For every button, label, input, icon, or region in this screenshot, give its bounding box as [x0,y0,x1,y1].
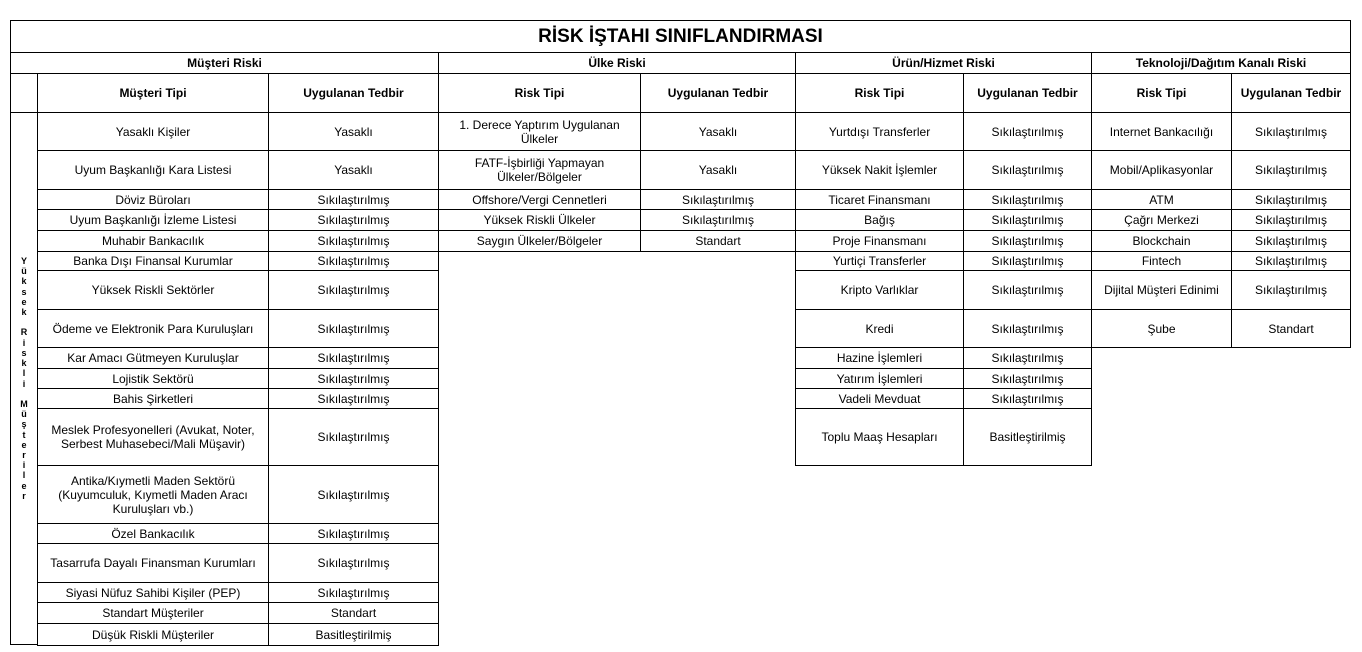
customer-type-cell: Lojistik Sektörü [37,368,269,389]
product-measure-cell: Sıkılaştırılmış [963,150,1092,190]
customer-measure-cell: Sıkılaştırılmış [268,270,439,310]
customer-measure-cell: Sıkılaştırılmış [268,189,439,210]
customer-measure-cell: Yasaklı [268,150,439,190]
country-type-cell: Saygın Ülkeler/Bölgeler [438,230,641,252]
technology-measure-cell: Sıkılaştırılmış [1231,230,1351,252]
product-type-cell: Yüksek Nakit İşlemler [795,150,964,190]
group-label-char: Y [20,256,27,267]
technology-measure-cell: Standart [1231,309,1351,348]
product-measure-cell: Sıkılaştırılmış [963,209,1092,231]
customer-type-cell: Döviz Büroları [37,189,269,210]
customer-type-cell: Standart Müşteriler [37,602,269,624]
customer-measure-cell: Sıkılaştırılmış [268,408,439,466]
customer-measure-cell: Sıkılaştırılmış [268,251,439,271]
column-header-customer-measure: Uygulanan Tedbir [268,73,439,113]
group-label-char: k [21,276,27,287]
customer-measure-cell: Yasaklı [268,112,439,151]
customer-type-cell: Uyum Başkanlığı Kara Listesi [37,150,269,190]
technology-measure-cell: Sıkılaştırılmış [1231,150,1351,190]
product-measure-cell: Sıkılaştırılmış [963,388,1092,409]
group-label-char: ü [21,266,27,277]
customer-measure-cell: Sıkılaştırılmış [268,209,439,231]
country-measure-cell: Yasaklı [640,112,796,151]
group-label-high-risk-customers [10,112,38,645]
customer-measure-cell: Sıkılaştırılmış [268,347,439,369]
technology-type-cell: Internet Bankacılığı [1091,112,1232,151]
group-label-char: ş [21,419,27,430]
country-measure-cell: Sıkılaştırılmış [640,189,796,210]
customer-type-cell: Kar Amacı Gütmeyen Kuruluşlar [37,347,269,369]
product-type-cell: Yatırım İşlemleri [795,368,964,389]
group-label-char: k [21,307,27,318]
product-type-cell: Kripto Varlıklar [795,270,964,310]
customer-type-cell: Özel Bankacılık [37,523,269,544]
product-measure-cell: Sıkılaştırılmış [963,347,1092,369]
group-label-char: i [22,378,26,389]
customer-measure-cell: Sıkılaştırılmış [268,309,439,348]
product-measure-cell: Sıkılaştırılmış [963,270,1092,310]
country-measure-cell: Standart [640,230,796,252]
customer-measure-cell: Sıkılaştırılmış [268,388,439,409]
technology-measure-cell: Sıkılaştırılmış [1231,270,1351,310]
customer-measure-cell: Sıkılaştırılmış [268,523,439,544]
header-spacer [10,73,38,113]
section-header-technology: Teknoloji/Dağıtım Kanalı Riski [1091,52,1351,74]
customer-type-cell: Düşük Riskli Müşteriler [37,623,269,646]
group-label-char: R [20,327,28,338]
customer-type-cell: Siyasi Nüfuz Sahibi Kişiler (PEP) [37,582,269,603]
technology-type-cell: Çağrı Merkezi [1091,209,1232,231]
technology-type-cell: Şube [1091,309,1232,348]
group-label-char: s [21,286,27,297]
section-header-customer: Müşteri Riski [10,52,439,74]
group-label-char: e [21,296,27,307]
customer-measure-cell: Sıkılaştırılmış [268,582,439,603]
group-label-char: M [20,398,28,409]
customer-type-cell: Banka Dışı Finansal Kurumlar [37,251,269,271]
customer-type-cell: Meslek Profesyonelleri (Avukat, Noter, Serbest Muhasebeci/Mali Müşavir) [37,408,269,466]
country-type-cell: Offshore/Vergi Cennetleri [438,189,641,210]
section-header-country: Ülke Riski [438,52,796,74]
group-label-char: e [21,480,27,491]
customer-measure-cell: Sıkılaştırılmış [268,465,439,524]
group-label-char: l [22,470,26,481]
technology-type-cell: Fintech [1091,251,1232,271]
country-type-cell: Yüksek Riskli Ülkeler [438,209,641,231]
customer-measure-cell: Sıkılaştırılmış [268,230,439,252]
customer-type-cell: Bahis Şirketleri [37,388,269,409]
customer-measure-cell: Sıkılaştırılmış [268,543,439,583]
technology-type-cell: Blockchain [1091,230,1232,252]
technology-type-cell: ATM [1091,189,1232,210]
customer-type-cell: Yüksek Riskli Sektörler [37,270,269,310]
product-measure-cell: Basitleştirilmiş [963,408,1092,466]
product-measure-cell: Sıkılaştırılmış [963,189,1092,210]
product-measure-cell: Sıkılaştırılmış [963,230,1092,252]
group-label-char: i [22,460,26,471]
customer-type-cell: Muhabir Bankacılık [37,230,269,252]
product-type-cell: Kredi [795,309,964,348]
group-label-char: k [21,358,27,369]
group-label-char [23,389,26,399]
product-type-cell: Yurtiçi Transferler [795,251,964,271]
column-header-country-risk-type: Risk Tipi [438,73,641,113]
technology-type-cell: Dijital Müşteri Edinimi [1091,270,1232,310]
technology-measure-cell: Sıkılaştırılmış [1231,251,1351,271]
customer-measure-cell: Basitleştirilmiş [268,623,439,646]
customer-measure-cell: Standart [268,602,439,624]
product-measure-cell: Sıkılaştırılmış [963,368,1092,389]
technology-measure-cell: Sıkılaştırılmış [1231,189,1351,210]
product-type-cell: Ticaret Finansmanı [795,189,964,210]
group-label-char: r [22,490,26,501]
section-header-product: Ürün/Hizmet Riski [795,52,1092,74]
product-measure-cell: Sıkılaştırılmış [963,251,1092,271]
column-header-technology-measure: Uygulanan Tedbir [1231,73,1351,113]
group-label-char: s [21,347,27,358]
country-type-cell: FATF-İşbirliği Yapmayan Ülkeler/Bölgeler [438,150,641,190]
country-measure-cell: Yasaklı [640,150,796,190]
group-label-char: l [22,368,26,379]
product-measure-cell: Sıkılaştırılmış [963,112,1092,151]
product-type-cell: Yurtdışı Transferler [795,112,964,151]
customer-type-cell: Tasarrufa Dayalı Finansman Kurumları [37,543,269,583]
country-measure-cell: Sıkılaştırılmış [640,209,796,231]
group-label-char: r [22,449,26,460]
technology-measure-cell: Sıkılaştırılmış [1231,209,1351,231]
product-type-cell: Proje Finansmanı [795,230,964,252]
group-label-char [23,317,26,327]
country-type-cell: 1. Derece Yaptırım Uygulanan Ülkeler [438,112,641,151]
column-header-country-measure: Uygulanan Tedbir [640,73,796,113]
technology-type-cell: Mobil/Aplikasyonlar [1091,150,1232,190]
customer-type-cell: Antika/Kıymetli Maden Sektörü (Kuyumculuk, Kıymetli Maden Aracı Kuruluşları vb.) [37,465,269,524]
column-header-product-measure: Uygulanan Tedbir [963,73,1092,113]
product-type-cell: Hazine İşlemleri [795,347,964,369]
customer-type-cell: Yasaklı Kişiler [37,112,269,151]
group-label-char: ü [21,409,27,420]
product-measure-cell: Sıkılaştırılmış [963,309,1092,348]
technology-measure-cell: Sıkılaştırılmış [1231,112,1351,151]
product-type-cell: Bağış [795,209,964,231]
customer-type-cell: Uyum Başkanlığı İzleme Listesi [37,209,269,231]
column-header-product-risk-type: Risk Tipi [795,73,964,113]
group-label-char: i [22,337,26,348]
customer-type-cell: Ödeme ve Elektronik Para Kuruluşları [37,309,269,348]
customer-measure-cell: Sıkılaştırılmış [268,368,439,389]
column-header-customer-type: Müşteri Tipi [37,73,269,113]
product-type-cell: Toplu Maaş Hesapları [795,408,964,466]
group-label-char: e [21,439,27,450]
product-type-cell: Vadeli Mevduat [795,388,964,409]
group-label-char: t [22,429,26,440]
column-header-technology-risk-type: Risk Tipi [1091,73,1232,113]
page-title: RİSK İŞTAHI SINIFLANDIRMASI [10,20,1351,53]
